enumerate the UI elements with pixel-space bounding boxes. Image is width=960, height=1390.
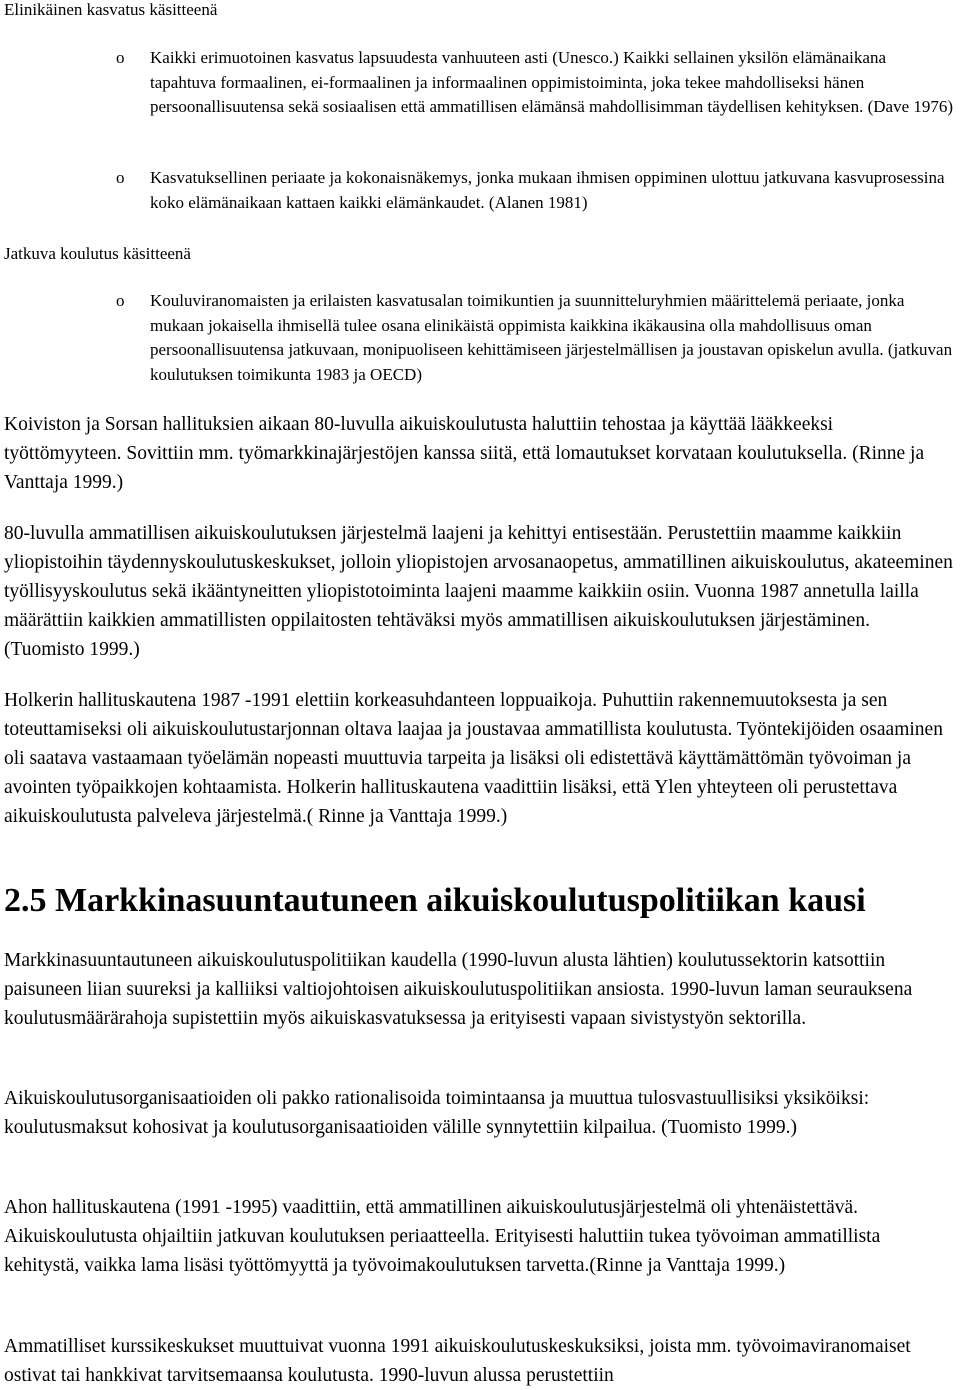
paragraph-organisaatiot: Aikuiskoulutusorganisaatioiden oli pakko rationalisoida toimintaansa ja muuttua tulosvastuullisiksi yksiköiksi: koulutusmaksut kohosivat ja koulutusorganisaatioiden välille synnytettiin kilpailua. (Tuomisto 1999.) — [4, 1088, 870, 1138]
bullet-item-unesco-dave — [116, 46, 954, 120]
bullet-text: Kasvatuksellinen periaate ja kokonaisnäkemys, jonka mukaan ihmisen oppiminen ulottuu jatkuvana kasvuprosessina koko elämänaikaan kattaen kaikki elämänkaudet. (Alanen 1981) — [150, 168, 945, 212]
bullet-marker: o — [116, 291, 125, 310]
bullet-item-oecd — [116, 289, 954, 387]
paragraph-aho: Ahon hallituskautena (1991 -1995) vaadittiin, että ammatillinen aikuiskoulutusjärjestelmä oli yhtenäistettävä. Aikuiskoulutusta ohjailtiin jatkuvan koulutuksen periaatteella. Erityisesti haluttiin tukea työvoiman ammatillista kehitystä, vaikka lama lisäsi työttömyyttä ja työvoimakoulutuksen tarvetta.(Rinne ja Vanttaja 1999.) — [4, 1197, 881, 1276]
bullet-marker: o — [116, 168, 125, 187]
bullet-text: Kouluviranomaisten ja erilaisten kasvatusalan toimikuntien ja suunnitteluryhmien määrittelemä periaate, jonka mukaan jokaisella ihmisellä tulee osana elinikäistä oppimista kaikkina ikäkausina olla mahdollisuus oman persoonallisuutensa jatkuvaan, monipuoliseen kehittämiseen järjestelmällisen ja joustavan opiskelun avulla. (jatkuvan koulutuksen toimikunta 1983 ja OECD) — [150, 291, 953, 384]
bullet-text: Kaikki erimuotoinen kasvatus lapsuudesta vanhuuteen asti (Unesco.) Kaikki sellainen yksilön elämänaikana tapahtuva formaalinen, ei-formaalinen ja informaalinen oppimistoiminta, joka tekee mahdolliseksi hänen persoonallisuutensa sekä sosiaalisen että ammatillisen elämänsä mahdollisimman täydellisen kehityksen. (Dave 1976) — [150, 48, 954, 116]
section-title: 2.5 Markkinasuuntautuneen aikuiskoulutuspolitiikan kausi — [4, 882, 866, 919]
heading-jatkuva-koulutus: Jatkuva koulutus käsitteenä — [4, 244, 191, 263]
paragraph-80-luku: 80-luvulla ammatillisen aikuiskoulutuksen järjestelmä laajeni ja kehittyi entisestään. Perustettiin maamme kaikkiin yliopistoihin täydennyskoulutuskeskukset, jolloin yliopistojen arvosanaopetus, ammatillinen aikuiskoulutus, akateeminen työllisyyskoulutus sekä ikääntyneitten yliopistotoiminta laajeni maamme kaikkiin osiin. Vuonna 1987 annetulla lailla määrättiin kaikkien ammatillisten oppilaitosten tehtäväksi myös ammatillisen aikuiskoulutuksen järjestäminen. (Tuomisto 1999.) — [4, 523, 953, 660]
bullet-marker: o — [116, 48, 125, 67]
paragraph-kurssikeskukset: Ammatilliset kurssikeskukset muuttuivat vuonna 1991 aikuiskoulutuskeskuksiksi, joista mm. työvoimaviranomaiset ostivat tai hankkivat tarvitsemaansa koulutusta. 1990-luvun alussa perustettiin — [4, 1336, 911, 1386]
paragraph-markkinasuuntautunut: Markkinasuuntautuneen aikuiskoulutuspolitiikan kaudella (1990-luvun alusta lähtien) koulutussektorin katsottiin paisuneen liian suureksi ja kalliiksi valtiojohtoisen aikuiskoulutuspolitiikan ansiosta. 1990-luvun laman seurauksena koulutusmäärärahoja supistettiin myös aikuiskasvatuksessa ja erityisesti vapaan sivistystyön sektorilla. — [4, 950, 913, 1029]
paragraph-holkeri: Holkerin hallituskautena 1987 -1991 elettiin korkeasuhdanteen loppuaikoja. Puhuttiin rakennemuutoksesta ja sen toteuttamiseksi oli aikuiskoulutustarjonnan oltava laajaa ja joustavaa ammatillista koulutusta. Työntekijöiden osaaminen oli saatava vastaamaan työelämän nopeasti muuttuvia tarpeita ja lisäksi oli edistettävä käyttämättömän työvoiman ja avointen työpaikkojen kohtaamista. Holkerin hallituskautena vaadittiin lisäksi, että Ylen yhteyteen oli perustettava aikuiskoulutusta palveleva järjestelmä.( Rinne ja Vanttaja 1999.) — [4, 690, 943, 827]
bullet-item-alanen — [116, 166, 954, 215]
paragraph-koivisto-sorsa: Koiviston ja Sorsan hallituksien aikaan 80-luvulla aikuiskoulutusta haluttiin tehostaa ja käyttää lääkkeeksi työttömyyteen. Sovittiin mm. työmarkkinajärjestöjen kanssa siitä, että lomautukset korvataan koulutuksella. (Rinne ja Vanttaja 1999.) — [4, 414, 925, 493]
heading-elinikainen-kasvatus: Elinikäinen kasvatus käsitteenä — [4, 0, 218, 19]
